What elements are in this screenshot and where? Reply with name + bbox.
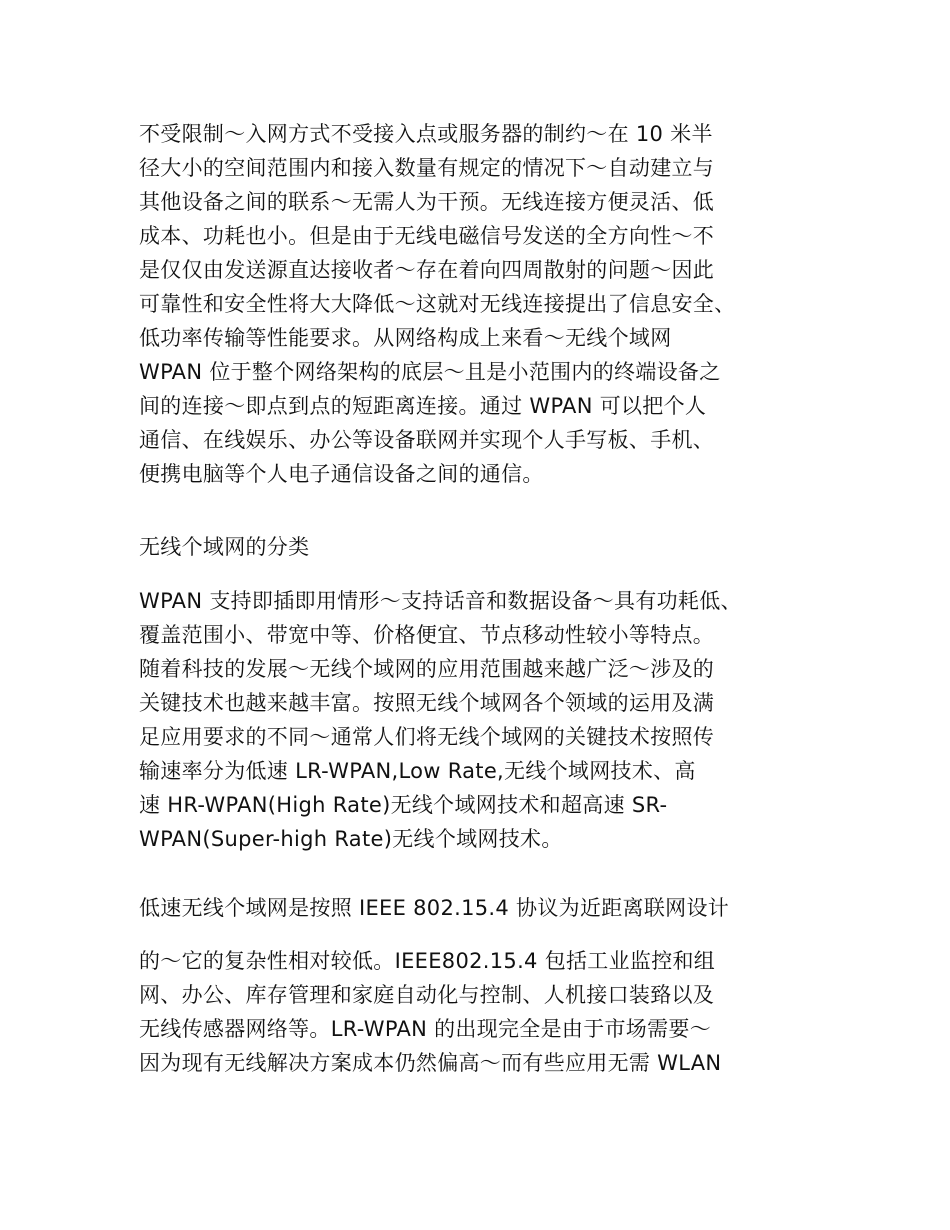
text-line: 不受限制～入网方式不受接入点或服务器的制约～在 10 米半 — [139, 122, 713, 146]
paragraph-lr-wpan-detail — [139, 944, 839, 1080]
text-line: 其他设备之间的联系～无需人为干预。无线连接方便灵活、低 — [139, 190, 715, 214]
heading-classification: 无线个域网的分类 — [139, 535, 310, 559]
text-line: 无线传感器网络等。LR-WPAN 的出现完全是由于市场需要～ — [139, 1017, 711, 1041]
text-line: 通信、在线娱乐、办公等设备联网并实现个人手写板、手机、 — [139, 428, 715, 452]
text-line: WPAN 位于整个网络架构的底层～且是小范围内的终端设备之 — [139, 360, 721, 384]
text-line: WPAN(Super-high Rate)无线个域网技术。 — [139, 827, 563, 851]
text-line: 因为现有无线解决方案成本仍然偏高～而有些应用无需 WLAN — [139, 1051, 722, 1075]
text-line: 随着科技的发展～无线个域网的应用范围越来越广泛～涉及的 — [139, 657, 715, 681]
text-line: 径大小的空间范围内和接入数量有规定的情况下～自动建立与 — [139, 156, 715, 180]
text-line: 输速率分为低速 LR-WPAN,Low Rate,无线个域网技术、高 — [139, 759, 696, 783]
text-line: 低功率传输等性能要求。从网络构成上来看～无线个域网 — [139, 326, 672, 350]
text-line: 低速无线个域网是按照 IEEE 802.15.4 协议为近距离联网设计 — [139, 896, 730, 920]
text-line: 关键技术也越来越丰富。按照无线个域网各个领域的运用及满 — [139, 691, 715, 715]
text-line: 的～它的复杂性相对较低。IEEE802.15.4 包括工业监控和组 — [139, 949, 716, 973]
text-line: 间的连接～即点到点的短距离连接。通过 WPAN 可以把个人 — [139, 394, 707, 418]
text-line: 足应用要求的不同～通常人们将无线个域网的关键技术按照传 — [139, 725, 715, 749]
text-line: 便携电脑等个人电子通信设备之间的通信。 — [139, 462, 544, 486]
text-line: 是仅仅由发送源直达接收者～存在着向四周散射的问题～因此 — [139, 258, 715, 282]
paragraph-intro — [139, 117, 839, 491]
text-line: 网、办公、库存管理和家庭自动化与控制、人机接口装臵以及 — [139, 983, 715, 1007]
text-line: 速 HR-WPAN(High Rate)无线个域网技术和超高速 SR- — [139, 793, 668, 817]
text-line: WPAN 支持即插即用情形～支持话音和数据设备～具有功耗低、 — [139, 589, 742, 613]
section-heading — [139, 530, 839, 564]
paragraph-classification — [139, 584, 839, 856]
paragraph-lr-wpan-intro — [139, 891, 839, 925]
text-line: 覆盖范围小、带宽中等、价格便宜、节点移动性较小等特点。 — [139, 623, 715, 647]
text-line: 可靠性和安全性将大大降低～这就对无线连接提出了信息安全、 — [139, 292, 736, 316]
text-line: 成本、功耗也小。但是由于无线电磁信号发送的全方向性～不 — [139, 224, 715, 248]
